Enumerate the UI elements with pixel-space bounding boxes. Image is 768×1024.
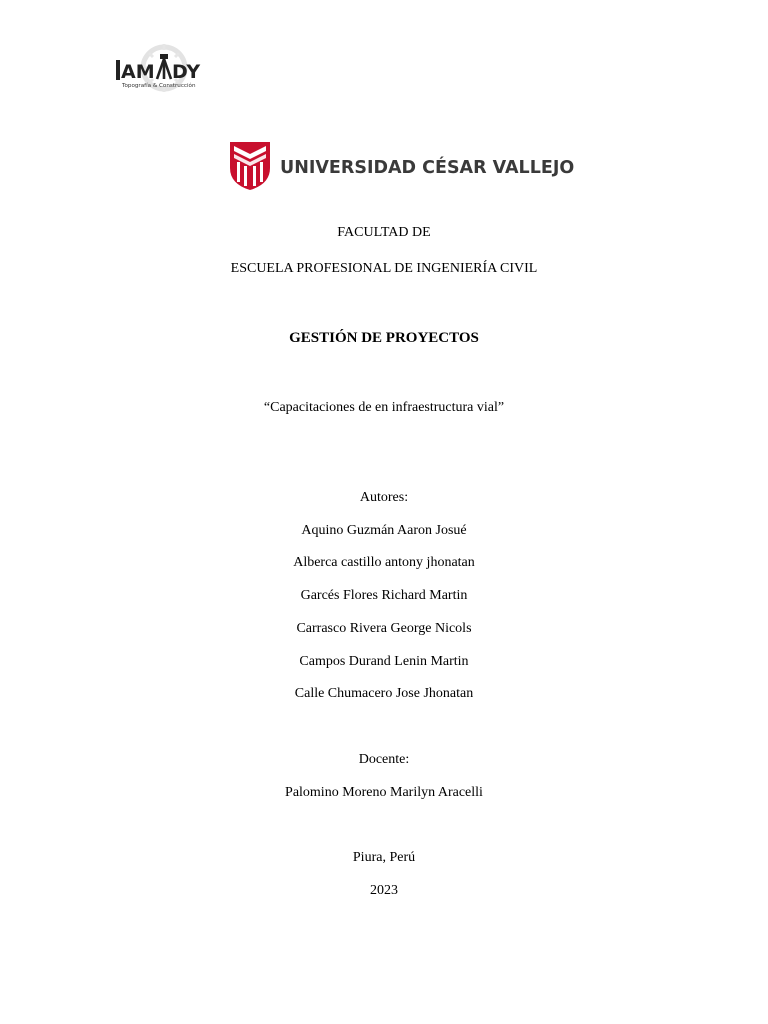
author-item: Carrasco Rivera George Nicols xyxy=(296,621,472,636)
author-item: Aquino Guzmán Aaron Josué xyxy=(301,523,467,538)
authors-label: Autores: xyxy=(359,490,409,505)
university-name: UNIVERSIDAD CÉSAR VALLEJO xyxy=(280,158,575,178)
place-line: Piura, Perú xyxy=(352,850,416,865)
company-logo xyxy=(112,44,216,94)
year-line: 2023 xyxy=(370,883,398,898)
svg-text:DY: DY xyxy=(172,61,201,83)
svg-text:AM: AM xyxy=(121,61,155,83)
author-item: Calle Chumacero Jose Jhonatan xyxy=(294,686,474,701)
university-logo xyxy=(228,140,575,192)
author-item: Alberca castillo antony jhonatan xyxy=(293,555,475,570)
faculty-line: FACULTAD DE xyxy=(337,225,431,240)
author-item: Garcés Flores Richard Martin xyxy=(300,588,468,603)
company-tagline: Topografía & Construcción xyxy=(122,83,196,89)
school-line: ESCUELA PROFESIONAL DE INGENIERÍA CIVIL xyxy=(230,261,538,276)
author-item: Campos Durand Lenin Martin xyxy=(299,654,469,669)
project-title: “Capacitaciones de en infraestructura vial” xyxy=(263,400,505,415)
amady-logo-icon xyxy=(112,44,216,94)
ucv-shield-icon xyxy=(228,140,575,192)
teacher-name: Palomino Moreno Marilyn Aracelli xyxy=(285,785,483,800)
teacher-label: Docente: xyxy=(358,752,410,767)
course-title: GESTIÓN DE PROYECTOS xyxy=(289,330,479,346)
